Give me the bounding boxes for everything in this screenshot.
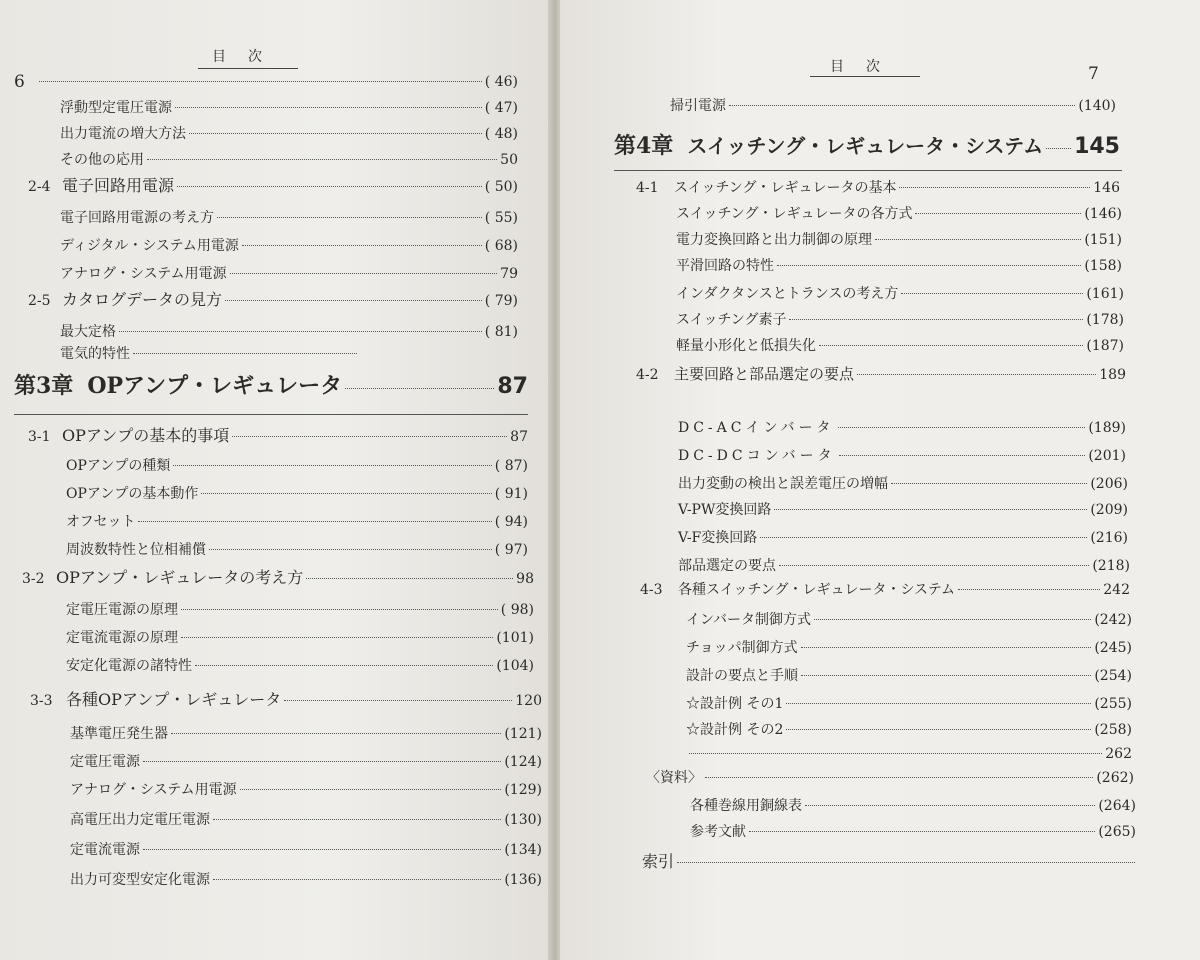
- leader-dots: [133, 353, 357, 354]
- chapter-rule: [14, 414, 528, 415]
- toc-entry-title: 電気的特性: [60, 346, 130, 362]
- toc-chapter: [14, 372, 528, 401]
- toc-section-title: スイッチング・レギュレータの基本: [674, 180, 897, 196]
- toc-entry-page: (187): [1086, 338, 1124, 354]
- toc-entry-page: (130): [504, 812, 542, 828]
- toc-section: [636, 178, 1120, 198]
- toc-section: [28, 176, 518, 197]
- toc-entry: [678, 446, 1126, 466]
- leader-dots: [225, 300, 482, 301]
- toc-entry-page: (158): [1084, 258, 1122, 274]
- toc-entry-title: オフセット: [66, 514, 136, 530]
- toc-entry: [60, 150, 518, 170]
- toc-entry-title: 設計の要点と手順: [686, 668, 798, 684]
- toc-section: [640, 580, 1130, 600]
- toc-section-page: ( 79): [484, 293, 518, 309]
- page-number-right: 7: [1088, 64, 1099, 84]
- toc-entry: [686, 744, 1132, 764]
- toc-entry-page: (140): [1078, 98, 1116, 114]
- toc-section-title: 索引: [642, 852, 675, 871]
- toc-entry: [678, 556, 1130, 576]
- leader-dots: [173, 465, 491, 466]
- toc-entry: [646, 768, 1134, 788]
- leader-dots: [143, 849, 501, 850]
- toc-section: [636, 364, 1126, 385]
- toc-entry-page: (255): [1094, 696, 1132, 712]
- leader-dots: [805, 805, 1095, 806]
- toc-entry: [70, 752, 542, 772]
- toc-entry-title: 各種巻線用銅線表: [690, 798, 802, 814]
- toc-entry-title: 浮動型定電圧電源: [60, 100, 172, 116]
- toc-entry-page: (178): [1086, 312, 1124, 328]
- leader-dots: [284, 700, 512, 701]
- leader-dots: [749, 831, 1095, 832]
- toc-entry: [66, 628, 534, 648]
- running-head-rule-left: [198, 68, 298, 69]
- leader-dots: [345, 388, 494, 389]
- toc-entry-title: OPアンプの基本動作: [66, 486, 199, 502]
- toc-entry: [66, 600, 534, 620]
- leader-dots: [839, 455, 1086, 456]
- toc-entry-page: ( 48): [484, 126, 518, 142]
- toc-entry-page: (254): [1094, 668, 1132, 684]
- toc-section-number: 2-4: [28, 179, 51, 195]
- toc-entry: [678, 474, 1128, 494]
- toc-entry: [60, 208, 518, 228]
- toc-entry-page: (129): [504, 782, 542, 798]
- toc-entry: [676, 204, 1122, 224]
- leader-dots: [875, 239, 1081, 240]
- toc-entry-title: 電力変換回路と出力制御の原理: [676, 232, 872, 248]
- toc-entry-title: インダクタンスとトランスの考え方: [676, 286, 899, 302]
- toc-entry-title: インバータ制御方式: [686, 612, 812, 628]
- toc-entry-page: (151): [1084, 232, 1122, 248]
- toc-section-number: 2-5: [28, 293, 51, 309]
- toc-entry-title: アナログ・システム用電源: [60, 266, 227, 282]
- leader-dots: [201, 493, 491, 494]
- toc-entry-page: (245): [1094, 640, 1132, 656]
- leader-dots: [838, 427, 1086, 428]
- toc-entry: [676, 284, 1124, 304]
- toc-entry-title: 基準電圧発生器: [70, 726, 168, 742]
- toc-section-number: 3-2: [22, 571, 45, 587]
- leader-dots: [777, 265, 1081, 266]
- leader-dots: [213, 879, 501, 880]
- toc-entry-title: 高電圧出力定電圧電源: [70, 812, 210, 828]
- leader-dots: [181, 609, 498, 610]
- toc-entry-title: ☆設計例 その1: [686, 696, 784, 712]
- toc-entry-page: (262): [1096, 770, 1134, 786]
- toc-entry-page: (104): [496, 658, 534, 674]
- toc-section-title: 主要回路と部品選定の要点: [674, 365, 855, 383]
- toc-entry: [66, 656, 534, 676]
- toc-entry-title: 電子回路用電源の考え方: [60, 210, 214, 226]
- toc-entry-page: 50: [500, 152, 518, 168]
- toc-entry-title: 周波数特性と位相補償: [66, 542, 206, 558]
- toc-entry-title: スイッチング素子: [676, 312, 787, 328]
- running-head-right: 目次: [830, 59, 902, 75]
- toc-entry: [70, 870, 542, 890]
- toc-section: [28, 426, 528, 447]
- leader-dots: [138, 521, 491, 522]
- toc-section: [22, 568, 534, 589]
- toc-entry-title: 安定化電源の諸特性: [66, 658, 192, 674]
- toc-entry-title: 部品選定の要点: [678, 558, 776, 574]
- toc-section-number: 3-3: [30, 693, 53, 709]
- leader-dots: [189, 133, 482, 134]
- toc-entry: [60, 322, 518, 342]
- toc-section-title: 各種スイッチング・レギュレータ・システム: [678, 582, 956, 598]
- toc-section: [28, 290, 518, 311]
- leader-dots: [39, 81, 482, 82]
- toc-entry-title: アナログ・システム用電源: [70, 782, 237, 798]
- toc-entry-page: (161): [1086, 286, 1124, 302]
- toc-entry-page: ( 55): [484, 210, 518, 226]
- toc-entry-page: (121): [504, 726, 542, 742]
- toc-entry: [36, 72, 518, 92]
- toc-entry: [66, 512, 528, 532]
- toc-entry-title: 出力可変型安定化電源: [70, 872, 210, 888]
- leader-dots: [857, 374, 1096, 375]
- leader-dots: [891, 483, 1087, 484]
- toc-section-page: 120: [515, 693, 542, 709]
- toc-entry: [670, 96, 1116, 116]
- toc-entry-page: ( 47): [484, 100, 518, 116]
- toc-entry-page: (216): [1090, 530, 1128, 546]
- toc-entry-title: 出力電流の増大方法: [60, 126, 186, 142]
- toc-entry: [678, 418, 1126, 438]
- leader-dots: [147, 159, 497, 160]
- leader-dots: [177, 186, 482, 187]
- toc-chapter-number: 第4章: [614, 133, 674, 159]
- toc-entry-page: (206): [1090, 476, 1128, 492]
- toc-section-title: OPアンプ・レギュレータの考え方: [56, 568, 304, 587]
- toc-entry-page: (264): [1098, 798, 1136, 814]
- toc-entry: [70, 724, 542, 744]
- leader-dots: [819, 345, 1083, 346]
- leader-dots: [689, 753, 1102, 754]
- toc-entry: [676, 230, 1122, 250]
- toc-chapter-title: スイッチング・レギュレータ・システム: [687, 134, 1044, 158]
- leader-dots: [915, 213, 1081, 214]
- leader-dots: [171, 733, 501, 734]
- leader-dots: [779, 565, 1089, 566]
- toc-section-title: 各種OPアンプ・レギュレータ: [66, 690, 282, 709]
- toc-entry-page: ( 81): [484, 324, 518, 340]
- leader-dots: [729, 105, 1075, 106]
- page-number-left: 6: [14, 72, 25, 92]
- leader-dots: [242, 245, 482, 246]
- leader-dots: [899, 187, 1090, 188]
- toc-entry-title: 軽量小形化と低損失化: [676, 338, 816, 354]
- toc-entry: [70, 780, 542, 800]
- toc-entry-page: ( 97): [494, 542, 528, 558]
- toc-entry: [690, 822, 1136, 842]
- running-head-rule-right: [810, 76, 920, 77]
- leader-dots: [217, 217, 482, 218]
- toc-section-page: ( 50): [484, 179, 518, 195]
- toc-entry: [686, 694, 1132, 714]
- toc-section-page: 189: [1099, 367, 1126, 383]
- toc-section-title: 電子回路用電源: [62, 176, 175, 195]
- toc-entry-page: (101): [496, 630, 534, 646]
- toc-entry-title: ディジタル・システム用電源: [60, 238, 239, 254]
- toc-section-title: カタログデータの見方: [62, 290, 223, 309]
- left-page: [0, 0, 552, 960]
- toc-entry: [70, 840, 542, 860]
- running-head-left: 目次: [212, 49, 284, 65]
- toc-section-page: 87: [510, 429, 528, 445]
- toc-section: [642, 852, 1138, 872]
- toc-entry-page: (242): [1094, 612, 1132, 628]
- leader-dots: [705, 777, 1093, 778]
- toc-entry-title: OPアンプの種類: [66, 458, 171, 474]
- leader-dots: [240, 789, 502, 790]
- toc-entry: [70, 810, 542, 830]
- right-page: [560, 0, 1200, 960]
- toc-entry: [66, 540, 528, 560]
- leader-dots: [786, 703, 1091, 704]
- toc-section-title: OPアンプの基本的事項: [62, 426, 230, 445]
- leader-dots: [119, 331, 482, 332]
- toc-entry: [686, 638, 1132, 658]
- toc-section-number: 4-3: [640, 582, 663, 598]
- toc-entry: [690, 796, 1136, 816]
- toc-section-page: 98: [516, 571, 534, 587]
- leader-dots: [175, 107, 482, 108]
- leader-dots: [774, 509, 1087, 510]
- toc-entry: [60, 264, 518, 284]
- leader-dots: [143, 761, 501, 762]
- toc-entry-title: DC-ACインバータ: [678, 420, 835, 436]
- leader-dots: [209, 549, 492, 550]
- toc-entry-title: 掃引電源: [670, 98, 726, 114]
- toc-section: [30, 690, 542, 711]
- leader-dots: [786, 729, 1091, 730]
- toc-entry-page: (209): [1090, 502, 1128, 518]
- toc-entry: [60, 124, 518, 144]
- toc-entry-title: 平滑回路の特性: [676, 258, 774, 274]
- leader-dots: [789, 319, 1083, 320]
- toc-entry-page: 262: [1105, 746, 1132, 762]
- toc-entry-page: (124): [504, 754, 542, 770]
- toc-entry-title: チョッパ制御方式: [686, 640, 798, 656]
- toc-entry-page: ( 46): [484, 74, 518, 90]
- toc-entry-page: (201): [1088, 448, 1126, 464]
- toc-entry: [686, 666, 1132, 686]
- toc-entry: [60, 344, 360, 364]
- toc-entry-page: (265): [1098, 824, 1136, 840]
- toc-entry: [686, 720, 1132, 740]
- toc-entry-page: ( 98): [500, 602, 534, 618]
- toc-entry-title: その他の応用: [60, 152, 144, 168]
- toc-entry: [60, 98, 518, 118]
- toc-entry: [676, 256, 1122, 276]
- toc-entry-page: (146): [1084, 206, 1122, 222]
- toc-entry-title: 出力変動の検出と誤差電圧の増幅: [678, 476, 888, 492]
- toc-entry-page: ( 87): [494, 458, 528, 474]
- toc-entry-page: (218): [1092, 558, 1130, 574]
- toc-entry-title: スイッチング・レギュレータの各方式: [676, 206, 913, 222]
- toc-entry-title: DC-DCコンバータ: [678, 448, 836, 464]
- toc-entry-page: (136): [504, 872, 542, 888]
- toc-entry-title: 参考文献: [690, 824, 746, 840]
- toc-chapter: [614, 132, 1120, 161]
- toc-chapter-page: 87: [497, 374, 528, 399]
- toc-entry-title: V-F変換回路: [678, 530, 758, 546]
- toc-entry: [60, 236, 518, 256]
- leader-dots: [195, 665, 493, 666]
- leader-dots: [181, 637, 493, 638]
- toc-entry-page: ( 68): [484, 238, 518, 254]
- toc-section-number: 4-1: [636, 180, 659, 196]
- leader-dots: [677, 862, 1135, 863]
- toc-entry: [676, 336, 1124, 356]
- toc-entry-page: (258): [1094, 722, 1132, 738]
- leader-dots: [958, 589, 1100, 590]
- leader-dots: [901, 293, 1083, 294]
- toc-entry-page: (189): [1088, 420, 1126, 436]
- toc-chapter-page: 145: [1074, 134, 1120, 159]
- toc-entry-title: 定電圧電源の原理: [66, 602, 178, 618]
- leader-dots: [760, 537, 1087, 538]
- toc-chapter-title: OPアンプ・レギュレータ: [87, 373, 343, 399]
- toc-entry-title: 定電流電源の原理: [66, 630, 178, 646]
- toc-entry-page: 79: [500, 266, 518, 282]
- toc-section-number: 4-2: [636, 367, 659, 383]
- toc-entry-page: ( 91): [494, 486, 528, 502]
- toc-entry: [678, 500, 1128, 520]
- toc-section-page: 146: [1093, 180, 1120, 196]
- toc-entry-title: ☆設計例 その2: [686, 722, 784, 738]
- leader-dots: [801, 675, 1091, 676]
- toc-entry-title: 最大定格: [60, 324, 116, 340]
- toc-entry-title: 〈資料〉: [646, 770, 702, 786]
- leader-dots: [801, 647, 1092, 648]
- toc-entry-page: ( 94): [494, 514, 528, 530]
- toc-entry-title: 定電圧電源: [70, 754, 140, 770]
- toc-entry-title: 定電流電源: [70, 842, 140, 858]
- toc-entry: [678, 528, 1128, 548]
- leader-dots: [306, 578, 513, 579]
- toc-section-page: 242: [1103, 582, 1130, 598]
- leader-dots: [814, 619, 1091, 620]
- toc-chapter-number: 第3章: [14, 373, 74, 399]
- toc-entry: [66, 484, 528, 504]
- toc-entry-page: (134): [504, 842, 542, 858]
- toc-section-number: 3-1: [28, 429, 51, 445]
- toc-entry: [686, 610, 1132, 630]
- leader-dots: [232, 436, 507, 437]
- leader-dots: [1046, 148, 1071, 149]
- toc-entry: [676, 310, 1124, 330]
- toc-entry: [66, 456, 528, 476]
- toc-entry-title: V-PW変換回路: [678, 502, 772, 518]
- leader-dots: [230, 273, 498, 274]
- chapter-rule: [614, 170, 1122, 171]
- leader-dots: [213, 819, 501, 820]
